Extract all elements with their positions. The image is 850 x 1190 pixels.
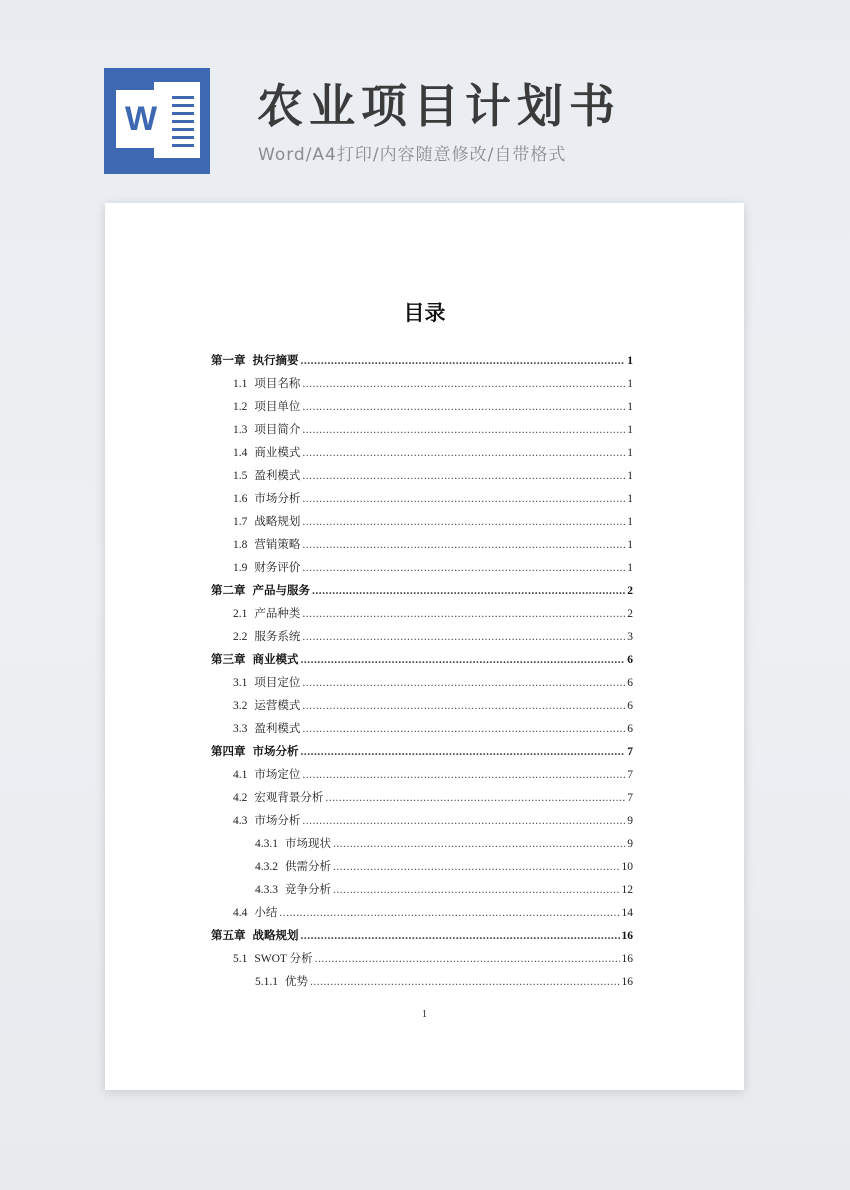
toc-entry-number: 2.2 — [233, 631, 248, 643]
toc-entry-number: 4.2 — [233, 792, 248, 804]
toc-entry-number: 4.3.1 — [255, 838, 278, 850]
toc-entry-label: 宏观背景分析 — [254, 792, 324, 804]
toc-entry-number: 第四章 — [211, 746, 246, 758]
toc-chapter-entry[interactable] — [211, 351, 633, 371]
toc-entry-number: 第二章 — [211, 585, 246, 597]
toc-dot-leader — [333, 834, 625, 854]
toc-dot-leader — [301, 926, 620, 946]
toc-dot-leader — [333, 880, 620, 900]
toc-entry-label: 市场分析 — [254, 493, 301, 505]
toc-entry-number: 3.3 — [233, 723, 248, 735]
toc-dot-leader — [302, 558, 625, 578]
toc-dot-leader — [302, 466, 625, 486]
toc-entry-number: 第五章 — [211, 930, 246, 942]
toc-dot-leader — [302, 719, 625, 739]
toc-entry-page: 16 — [621, 976, 633, 988]
toc-dot-leader — [302, 811, 625, 831]
toc-entry-label: 产品种类 — [254, 608, 301, 620]
toc-entry-label: 战略规划 — [252, 930, 299, 942]
toc-section-entry[interactable] — [233, 558, 633, 578]
word-letter-badge: W — [116, 90, 166, 148]
toc-entry-number: 1.6 — [233, 493, 248, 505]
toc-entry-label: 市场分析 — [254, 815, 301, 827]
toc-section-entry[interactable] — [233, 903, 633, 923]
toc-dot-leader — [302, 397, 625, 417]
toc-chapter-entry[interactable] — [211, 742, 633, 762]
toc-title: 目录 — [403, 300, 446, 325]
toc-entry-label: 小结 — [254, 907, 278, 919]
toc-entry-label: 项目名称 — [254, 378, 301, 390]
toc-dot-leader — [302, 374, 625, 394]
toc-entry-page: 3 — [627, 631, 633, 643]
toc-section-entry[interactable] — [233, 374, 633, 394]
toc-dot-leader — [302, 627, 625, 647]
toc-entry-page: 12 — [621, 884, 633, 896]
toc-section-entry[interactable] — [233, 627, 633, 647]
toc-entry-page: 6 — [627, 654, 633, 666]
toc-section-entry[interactable] — [233, 535, 633, 555]
toc-entry-label: 盈利模式 — [254, 723, 301, 735]
toc-entry-label: 财务评价 — [254, 562, 301, 574]
toc-entry-page: 1 — [627, 562, 633, 574]
toc-entry-number: 4.1 — [233, 769, 248, 781]
toc-entry-page: 2 — [627, 608, 633, 620]
header — [0, 0, 850, 200]
toc-entry-number: 第一章 — [211, 355, 246, 367]
toc-entry-page: 7 — [627, 769, 633, 781]
toc-section-entry[interactable] — [233, 604, 633, 624]
toc-entry-label: 战略规划 — [254, 516, 301, 528]
toc-entry-page: 1 — [627, 355, 633, 367]
toc-section-entry[interactable] — [233, 765, 633, 785]
toc-dot-leader — [302, 673, 625, 693]
toc-entry-number: 5.1.1 — [255, 976, 278, 988]
toc-entry-label: SWOT 分析 — [254, 953, 313, 965]
toc-entry-page: 1 — [627, 447, 633, 459]
toc-entry-label: 项目简介 — [254, 424, 301, 436]
toc-section-entry[interactable] — [233, 788, 633, 808]
toc-entry-number: 1.3 — [233, 424, 248, 436]
toc-entry-number: 4.3.3 — [255, 884, 278, 896]
toc-entry-number: 1.8 — [233, 539, 248, 551]
toc-entry-page: 1 — [627, 516, 633, 528]
toc-entry-number: 1.9 — [233, 562, 248, 574]
toc-entry-page: 10 — [621, 861, 633, 873]
toc-entry-label: 市场定位 — [254, 769, 301, 781]
toc-entry-number: 4.4 — [233, 907, 248, 919]
toc-entry-number: 1.2 — [233, 401, 248, 413]
toc-dot-leader — [302, 604, 625, 624]
toc-dot-leader — [312, 581, 625, 601]
page-subtitle: Word/A4打印/内容随意修改/自带格式 — [258, 145, 567, 165]
toc-section-entry[interactable] — [233, 673, 633, 693]
toc-entry-label: 商业模式 — [254, 447, 301, 459]
toc-entry-page: 1 — [627, 493, 633, 505]
toc-section-entry[interactable] — [233, 719, 633, 739]
toc-dot-leader — [301, 742, 626, 762]
toc-entry-page: 1 — [627, 401, 633, 413]
toc-entry-number: 4.3 — [233, 815, 248, 827]
toc-dot-leader — [301, 650, 626, 670]
toc-entry-number: 1.4 — [233, 447, 248, 459]
toc-dot-leader — [279, 903, 619, 923]
toc-entry-page: 6 — [627, 677, 633, 689]
toc-entry-page: 1 — [627, 470, 633, 482]
toc-entry-label: 服务系统 — [254, 631, 301, 643]
toc-entry-label: 商业模式 — [252, 654, 299, 666]
toc-entry-page: 14 — [621, 907, 633, 919]
toc-entry-number: 2.1 — [233, 608, 248, 620]
toc-entry-number: 1.5 — [233, 470, 248, 482]
toc-entry-label: 竞争分析 — [285, 884, 331, 896]
page-number: 1 — [422, 1009, 427, 1020]
toc-section-entry[interactable] — [233, 949, 633, 969]
toc-dot-leader — [302, 696, 625, 716]
toc-entry-label: 市场分析 — [252, 746, 299, 758]
toc-entry-page: 1 — [627, 424, 633, 436]
toc-dot-leader — [302, 489, 625, 509]
toc-chapter-entry[interactable] — [211, 581, 633, 601]
toc-entry-page: 9 — [627, 838, 633, 850]
toc-entry-number: 1.7 — [233, 516, 248, 528]
document-page — [105, 203, 744, 1090]
toc-entry-number: 第三章 — [211, 654, 246, 666]
page-title: 农业项目计划书 — [257, 79, 621, 133]
toc-entry-number: 5.1 — [233, 953, 248, 965]
toc-section-entry[interactable] — [255, 880, 633, 900]
toc-entry-label: 营销策略 — [254, 539, 301, 551]
toc-section-entry[interactable] — [233, 489, 633, 509]
toc-entry-label: 执行摘要 — [252, 355, 299, 367]
toc-section-entry[interactable] — [233, 443, 633, 463]
toc-chapter-entry[interactable] — [211, 650, 633, 670]
toc-section-entry[interactable] — [233, 811, 633, 831]
toc-section-entry[interactable] — [255, 834, 633, 854]
toc-dot-leader — [302, 512, 625, 532]
toc-chapter-entry[interactable] — [211, 926, 633, 946]
toc-entry-page: 7 — [627, 746, 633, 758]
toc-section-entry[interactable] — [255, 857, 633, 877]
toc-entry-page: 7 — [627, 792, 633, 804]
toc-dot-leader — [315, 949, 620, 969]
toc-entry-page: 9 — [627, 815, 633, 827]
toc-entry-label: 市场现状 — [285, 838, 331, 850]
toc-section-entry[interactable] — [233, 420, 633, 440]
toc-dot-leader — [302, 443, 625, 463]
toc-entry-number: 4.3.2 — [255, 861, 278, 873]
toc-section-entry[interactable] — [233, 397, 633, 417]
toc-entry-label: 产品与服务 — [252, 585, 310, 597]
toc-dot-leader — [302, 420, 625, 440]
toc-entry-label: 运营模式 — [254, 700, 301, 712]
toc-entry-page: 2 — [627, 585, 633, 597]
toc-entry-label: 优势 — [285, 976, 308, 988]
toc-entry-page: 16 — [621, 930, 633, 942]
toc-entry-page: 1 — [627, 539, 633, 551]
word-app-icon — [104, 68, 210, 174]
toc-dot-leader — [333, 857, 620, 877]
toc-entry-page: 6 — [627, 700, 633, 712]
toc-section-entry[interactable] — [233, 466, 633, 486]
toc-dot-leader — [325, 788, 625, 808]
toc-dot-leader — [310, 972, 620, 992]
toc-dot-leader — [301, 351, 626, 371]
toc-section-entry[interactable] — [233, 512, 633, 532]
toc-section-entry[interactable] — [233, 696, 633, 716]
toc-dot-leader — [302, 765, 625, 785]
toc-entry-label: 项目定位 — [254, 677, 301, 689]
toc-entry-number: 3.1 — [233, 677, 248, 689]
toc-entry-page: 1 — [627, 378, 633, 390]
toc-entry-number: 3.2 — [233, 700, 248, 712]
toc-entry-label: 盈利模式 — [254, 470, 301, 482]
toc-section-entry[interactable] — [255, 972, 633, 992]
toc-entry-page: 16 — [621, 953, 633, 965]
toc-entry-page: 6 — [627, 723, 633, 735]
toc-entry-label: 项目单位 — [254, 401, 301, 413]
toc-entry-label: 供需分析 — [285, 861, 331, 873]
toc-dot-leader — [302, 535, 625, 555]
toc-entry-number: 1.1 — [233, 378, 248, 390]
